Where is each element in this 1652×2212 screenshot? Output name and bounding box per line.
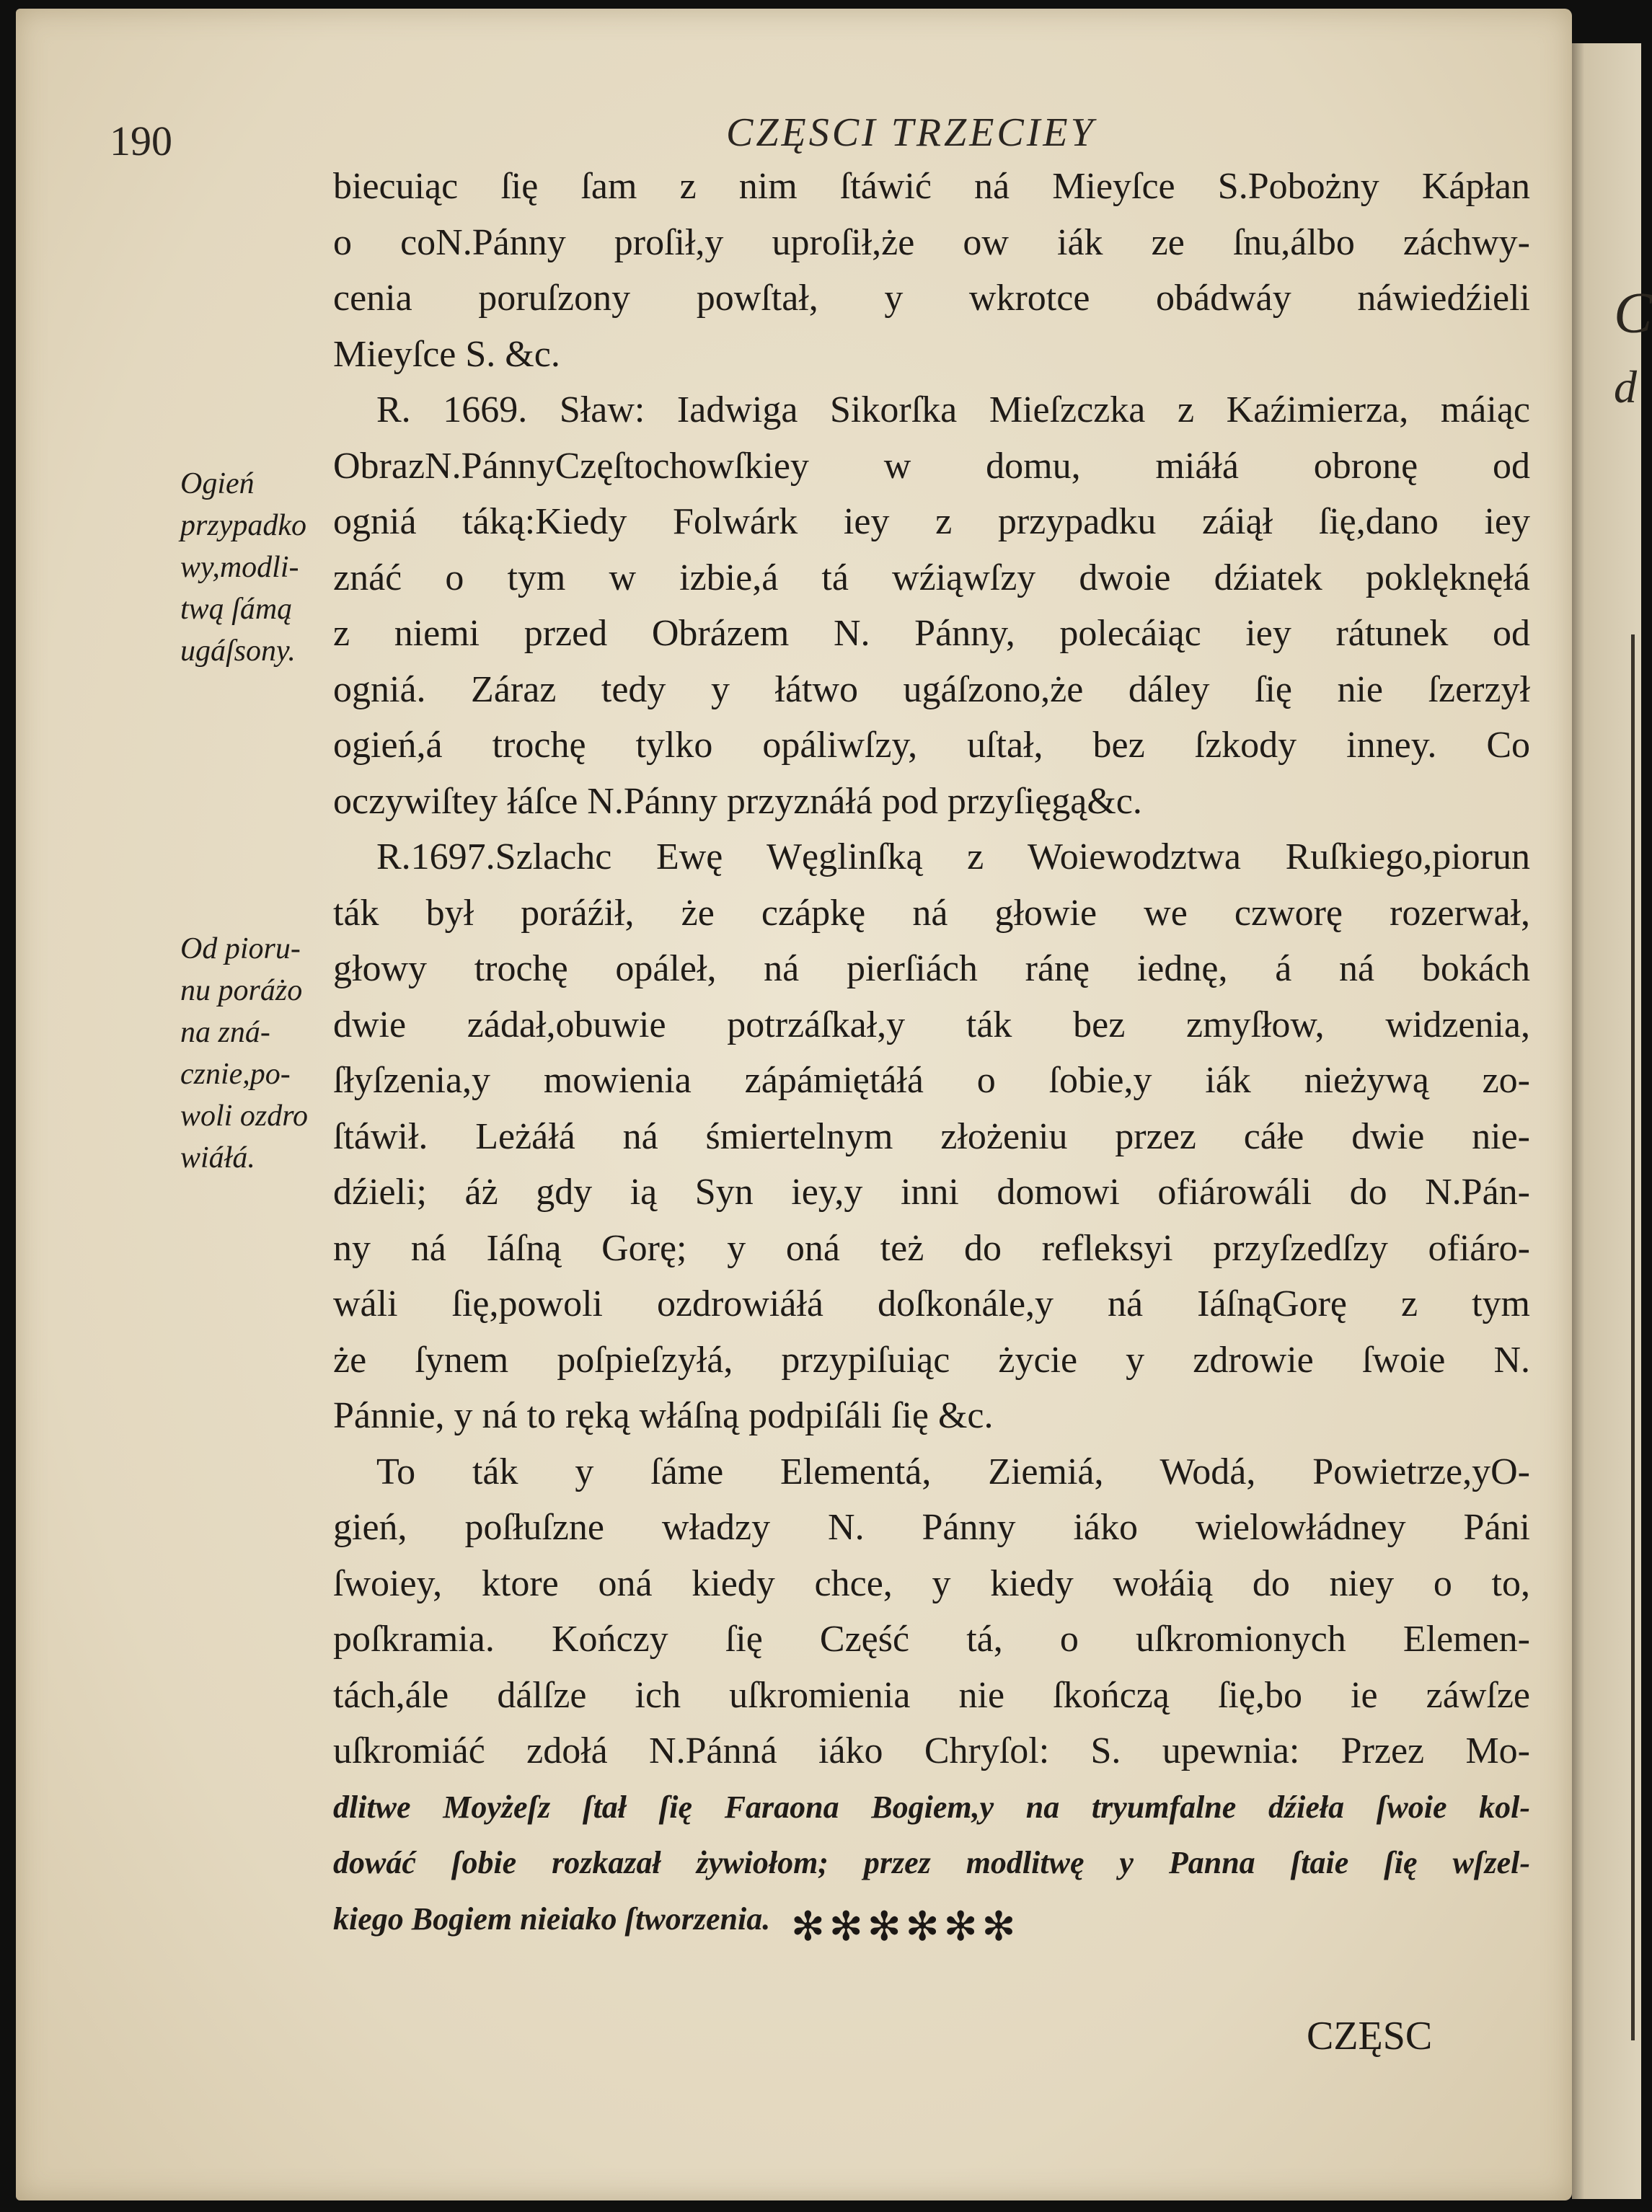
margin-note-lightning — [180, 928, 308, 1179]
text-line: tách,ále dálſze ich uſkromienia nie ſkończą ſię,bo ie záwſze — [333, 1674, 1530, 1716]
text-line: cenia poruſzony powſtał, y wkrotce obádwáy náwiedźieli — [333, 278, 1530, 319]
text-line: głowy trochę opáleł, ná pierſiách ránę iednę, á ná bokách — [333, 948, 1530, 989]
text-line: kiego Bogiem nieiako ſtworzenia. — [333, 1901, 771, 1937]
text-line: ny ná Iáſną Gorę; y oná też do refleksyi przyſzedſzy ofiáro- — [333, 1227, 1530, 1269]
margin-note-fire — [180, 463, 306, 672]
text-line: z niemi przed Obrázem N. Pánny, polecáiąc iey rátunek od — [333, 613, 1530, 654]
margin-note-line: nu poráżo — [180, 974, 303, 1007]
text-line: znáć o tym w izbie,á tá wźiąwſzy dwoie dźiatek poklęknęłá — [333, 557, 1530, 598]
margin-note-line: wiáłá. — [180, 1141, 255, 1174]
body-text — [333, 159, 1530, 1947]
text-line: o coN.Pánny proſił,y uproſił,że ow iák ze ſnu,álbo záchwy- — [333, 221, 1530, 263]
text-line: gień, poſłuſzne władzy N. Pánny iáko wielowłádney Páni — [333, 1507, 1530, 1548]
margin-note-line: Od pioru- — [180, 932, 301, 965]
text-line: Pánnie, y ná to ręką włáſną podpiſáli ſię &c. — [333, 1395, 994, 1436]
text-line: ſłyſzenia,y mowienia zápámiętáłá o ſobie,y iák nieżywą zo- — [333, 1060, 1530, 1101]
margin-note-line: wy,modli- — [180, 551, 299, 584]
text-line: R. 1669. Sław: Iadwiga Sikorſka Mieſzczka z Kaźimierza, máiąc — [376, 389, 1530, 430]
text-line: ogniá táką:Kiedy Folwárk iey z przypadku záiął ſię,dano iey — [333, 501, 1530, 542]
text-line: oczywiſtey łáſce N.Pánny przyznáłá pod przyſięgą&c. — [333, 780, 1142, 822]
text-line: ObrazN.PánnyCzęſtochowſkiey w domu, miáłá obronę od — [333, 445, 1530, 487]
margin-note-line: ugáſsony. — [180, 634, 296, 668]
margin-note-line: twą ſámą — [180, 593, 293, 626]
text-line: uſkromiáć zdołá N.Pánná iáko Chryſol: S. upewnia: Przez Mo- — [333, 1730, 1530, 1771]
text-line: To ták y ſáme Elementá, Ziemiá, Wodá, Powietrze,yO- — [376, 1451, 1530, 1492]
text-line: ſtáwił. Leżáłá ná śmiertelnym złożeniu przez cáłe dwie nie- — [333, 1115, 1530, 1157]
margin-note-line: na zná- — [180, 1016, 270, 1049]
text-line: wáli ſię,powoli ozdrowiáłá doſkonále,y ná IáſnąGorę z tym — [333, 1283, 1530, 1324]
page-number: 190 — [110, 118, 172, 164]
text-line: ták był poráźił, że czápkę ná głowie we czworę rozerwał, — [333, 892, 1530, 934]
ornament-divider: ✻✻✻✻✻✻ — [791, 1903, 1020, 1950]
margin-note-line: przypadko — [180, 509, 306, 542]
text-line: dlitwe Moyżeſz ſtał ſię Farаona Bogiem,y na tryumfalne dźieła ſwoie kol- — [333, 1789, 1530, 1825]
text-line: biecuiąc ſię ſam z nim ſtáwić ná Mieyſce S.Pobożny Kápłan — [333, 166, 1530, 207]
catchword: CZĘSC — [1307, 2014, 1433, 2058]
text-line: dwie zádał,obuwie potrzáſkał,y ták bez zmyſłow, widzenia, — [333, 1004, 1530, 1045]
text-line: ſwoiey, ktore oná kiedy chce, y kiedy wołáią do niey o to, — [333, 1562, 1530, 1604]
margin-note-line: woli ozdro — [180, 1100, 308, 1133]
running-head: CZĘSCI TRZECIEY — [726, 110, 1096, 155]
text-line: ogień,á trochę tylko opáliwſzy, uſtał, bez ſzkody inney. Co — [333, 725, 1530, 766]
text-line: R.1697.Szlachc Ewę Węglinſką z Woiewodztwa Ruſkiego,piorun — [376, 836, 1530, 877]
book-page — [16, 9, 1572, 2200]
facing-page-frame — [1631, 634, 1645, 2040]
facing-page-glyph: d — [1614, 361, 1637, 412]
facing-page-glyph: C — [1614, 282, 1652, 345]
margin-note-line: Ogień — [180, 467, 255, 500]
text-line: Mieyſce S. &c. — [333, 333, 560, 375]
text-line: dźieli; áż gdy ią Syn iey,y inni domowi ofiárowáli do N.Pán- — [333, 1172, 1530, 1213]
text-line: że ſynem poſpieſzyłá, przypiſuiąc życie y zdrowie ſwoie N. — [333, 1339, 1530, 1381]
margin-note-line: cznie,po- — [180, 1058, 291, 1091]
text-line: ogniá. Záraz tedy y łátwo ugáſzono,że dáley ſię nie ſzerzył — [333, 668, 1530, 710]
text-line: dowáć ſobie rozkazał żywiołom; przez modlitwę y Panna ſtaie ſię wſzel- — [333, 1845, 1530, 1880]
text-line: poſkramia. Kończy ſię Część tá, o uſkromionych Elemen- — [333, 1619, 1530, 1660]
